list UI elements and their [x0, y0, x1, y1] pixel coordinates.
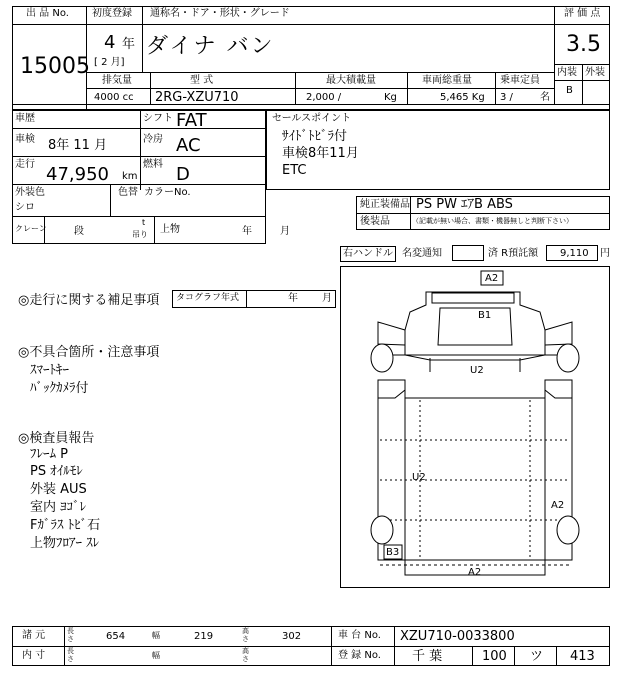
inner-length-label: 長さ	[67, 647, 74, 663]
crane-step: 段	[74, 226, 84, 237]
score-label: 評 価 点	[564, 8, 601, 19]
tacho-label: タコグラフ年式	[176, 293, 240, 303]
fuel: D	[176, 164, 190, 185]
exterior-color: シロ	[15, 202, 35, 213]
damage-mark: U2	[470, 365, 484, 376]
gross-label: 車両総重量	[422, 75, 472, 86]
reg-year: 4	[104, 32, 116, 53]
ac-label: 冷房	[143, 134, 163, 145]
mileage-label: 走行	[15, 159, 35, 170]
aftermarket-note: （記載が無い場合、書類・機器無しと判断下さい）	[412, 217, 573, 225]
width-label: 幅	[152, 631, 160, 640]
inspector-line: 上物ﾌﾛｱｰ ｽﾚ	[30, 536, 100, 551]
tacho-year: 年	[288, 293, 298, 304]
damage-mark: A2	[551, 500, 565, 511]
inspection-label: 車検	[15, 134, 35, 145]
crane-label: クレーン	[15, 224, 47, 233]
name-change-label: 名変通知	[402, 248, 442, 259]
damage-mark: B1	[478, 310, 492, 321]
sales-point-line: ETC	[282, 163, 307, 178]
crane-t: t	[142, 218, 146, 227]
chassis-label: 車 台 No.	[338, 630, 381, 641]
damage-mark: A2	[468, 567, 482, 578]
sales-point-line: ｻｲﾄﾞﾄﾋﾞﾗ付	[282, 129, 348, 144]
capacity-unit: 名	[540, 92, 550, 103]
mileage-unit: km	[122, 171, 138, 182]
length-value: 654	[106, 631, 126, 642]
damage-mark: U2	[412, 472, 426, 483]
genuine-label: 純正装備品	[360, 199, 410, 210]
car-name: ダイナ バン	[146, 34, 275, 59]
shift-label: シフト	[143, 113, 173, 124]
inspector-label: ◎検査員報告	[18, 431, 95, 446]
damage-mark: B3	[386, 547, 400, 558]
load-label: 最大積載量	[326, 75, 376, 86]
sales-point-line: 車検8年11月	[282, 146, 359, 161]
reg-number: 413	[570, 649, 595, 664]
upper-label: 上物	[160, 224, 180, 235]
load: 2,000 /	[306, 92, 342, 103]
inner-height-label: 高さ	[242, 647, 249, 663]
inspector-line: ﾌﾚｰﾑ P	[30, 447, 68, 462]
first-reg-label: 初度登録	[92, 8, 132, 19]
fuel-label: 燃料	[143, 159, 163, 170]
crane-hang: 吊り	[132, 230, 148, 239]
damage-mark: A2	[485, 273, 499, 284]
lot-label: 出 品 No.	[26, 8, 69, 19]
color-no-label: カラーNo.	[144, 187, 191, 198]
gross: 5,465 Kg	[440, 92, 485, 103]
dims-label: 諸 元	[22, 630, 46, 641]
inspector-line: 室内 ﾖｺﾞﾚ	[30, 500, 87, 515]
inner-width-label: 幅	[152, 651, 160, 660]
model-label: 型 式	[190, 75, 214, 86]
inspector-line: PS ｵｲﾙﾓﾚ	[30, 464, 83, 479]
load-unit: Kg	[384, 92, 397, 103]
lot-number: 15005	[20, 54, 90, 79]
running-remarks-label: ◎走行に関する補足事項	[18, 293, 160, 308]
inspector-line: 外装 AUS	[30, 482, 87, 497]
year-unit: 年	[122, 37, 136, 52]
height-label: 高さ	[242, 627, 249, 643]
inspector-line: Fｶﾞﾗｽ ﾄﾋﾞ石	[30, 518, 101, 533]
upper-month: 月	[280, 226, 290, 237]
recycle-amount: 9,110	[560, 248, 589, 259]
recycle-label: 済 R預託額	[488, 248, 539, 259]
reg-class: 100	[482, 649, 507, 664]
interior-grade: B	[566, 85, 573, 96]
reg-month: [ 2 月]	[94, 57, 125, 68]
model: 2RG-XZU710	[155, 90, 239, 105]
chassis-number: XZU710-0033800	[400, 629, 515, 644]
interior-grade-label: 内装	[557, 67, 577, 78]
right-hand-label: 右ハンドル	[343, 248, 393, 259]
defect-line: ﾊﾞｯｸｶﾒﾗ付	[30, 381, 89, 396]
color-change-label: 色替	[118, 187, 138, 198]
height-value: 302	[282, 631, 302, 642]
defects-label: ◎不具合箇所・注意事項	[18, 345, 160, 360]
tacho-month: 月	[322, 293, 332, 304]
genuine-equipment: PS PW ｴｱB ABS	[416, 197, 513, 212]
defect-line: ｽﾏｰﾄｷｰ	[30, 363, 69, 378]
displacement-label: 排気量	[102, 75, 132, 86]
inner-dims-label: 内 寸	[22, 650, 46, 661]
width-value: 219	[194, 631, 214, 642]
capacity-label: 乗車定員	[500, 75, 540, 86]
inspection: 8年 11 月	[48, 138, 108, 153]
capacity: 3 /	[500, 92, 513, 103]
ac: AC	[176, 135, 201, 156]
shift: FAT	[176, 110, 207, 131]
displacement: 4000 cc	[94, 92, 134, 103]
upper-year: 年	[242, 226, 252, 237]
history-label: 車歴	[15, 113, 35, 124]
name-label: 通称名・ドア・形状・グレード	[150, 8, 290, 19]
exterior-grade-label: 外装	[585, 67, 605, 78]
score-value: 3.5	[566, 32, 601, 57]
sales-points-label: セールスポイント	[272, 113, 352, 124]
yen-label: 円	[600, 248, 610, 259]
reg-area: 千 葉	[412, 649, 443, 664]
reg-kana: ツ	[530, 649, 544, 664]
length-label: 長さ	[67, 627, 74, 643]
exterior-color-label: 外装色	[15, 187, 45, 198]
mileage: 47,950	[46, 164, 109, 185]
reg-label: 登 録 No.	[338, 650, 381, 661]
aftermarket-label: 後装品	[360, 216, 390, 227]
